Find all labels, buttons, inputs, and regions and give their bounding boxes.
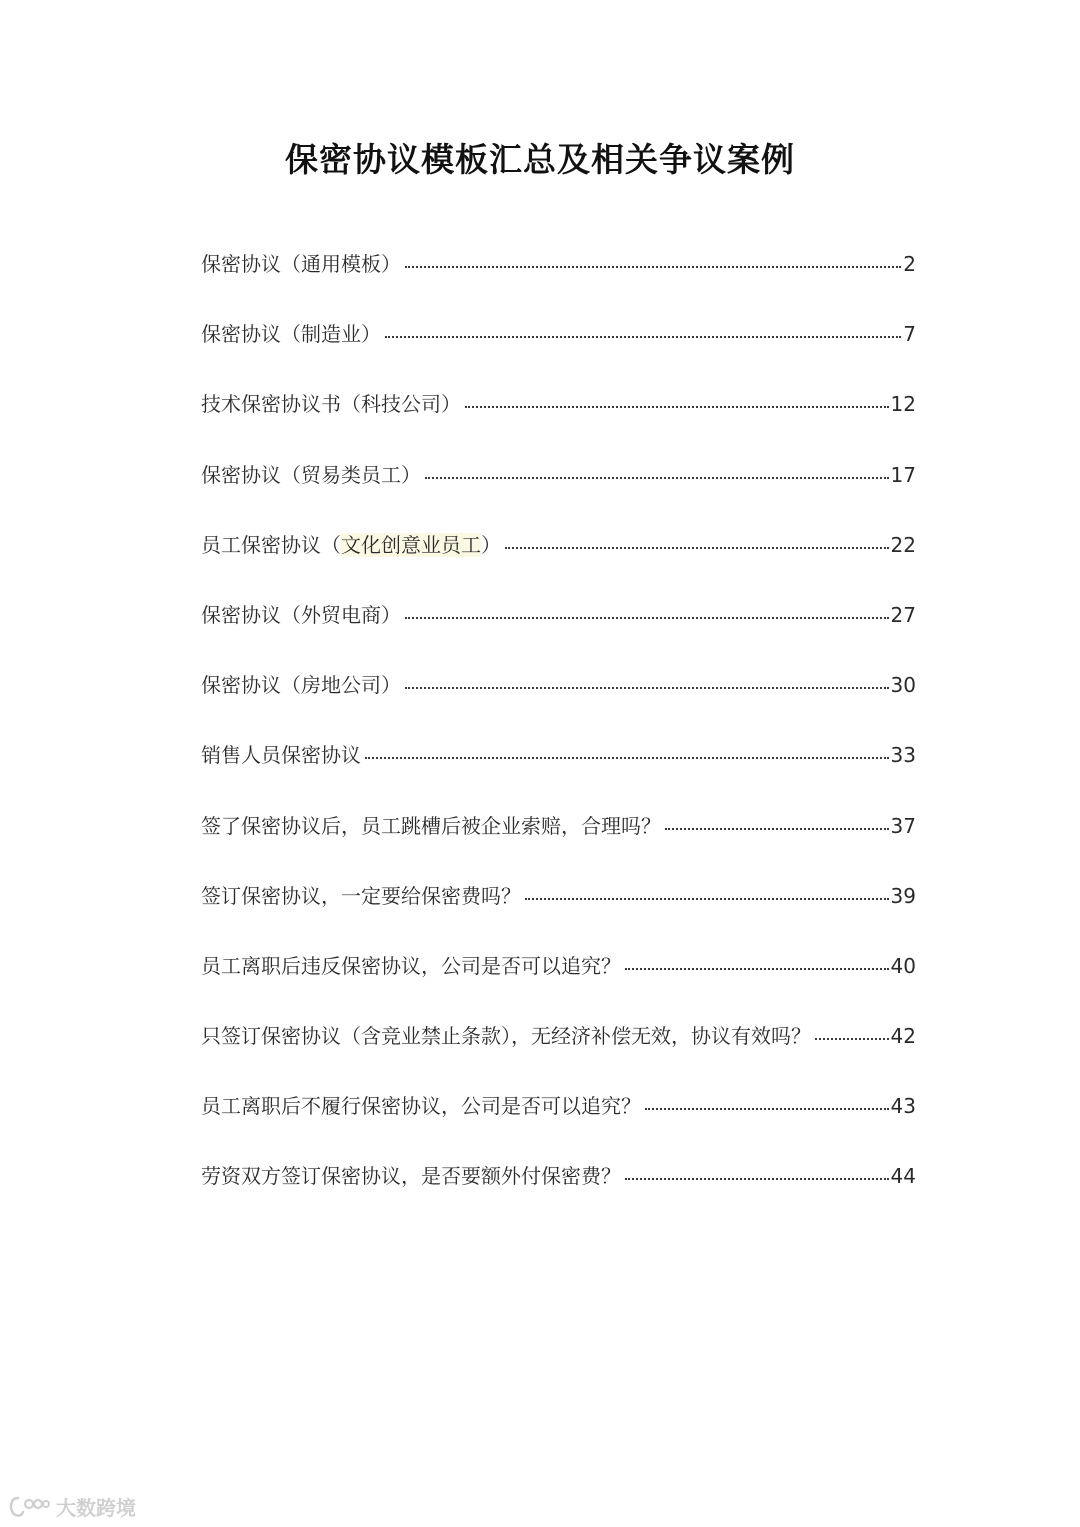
toc-page-number: 43 (890, 1094, 916, 1119)
brand-logo-icon (8, 1495, 50, 1519)
watermark (8, 1492, 136, 1521)
toc-page-number: 7 (903, 322, 916, 347)
watermark-text: 大数跨境 (56, 1496, 136, 1520)
toc-leader-dots (625, 1178, 889, 1180)
toc-page-number: 22 (890, 532, 916, 557)
toc-item[interactable] (201, 735, 916, 805)
toc-leader-dots (505, 547, 889, 549)
toc-page-number: 40 (890, 953, 916, 978)
toc-leader-dots (385, 336, 901, 338)
toc-item-label: 保密协议（房地公司） (201, 673, 401, 698)
toc-leader-dots (405, 266, 901, 268)
toc-leader-dots (365, 757, 889, 759)
toc-item[interactable] (201, 876, 916, 946)
toc-item[interactable] (201, 525, 916, 595)
toc-leader-dots (815, 1038, 889, 1040)
toc-page-number: 44 (890, 1164, 916, 1189)
toc-page-number: 12 (890, 392, 916, 417)
toc-item[interactable] (201, 244, 916, 314)
toc-item-label: 保密协议（通用模板） (201, 252, 401, 276)
toc-item[interactable] (201, 946, 916, 1016)
toc-item[interactable] (201, 806, 916, 876)
toc-item[interactable] (201, 1156, 916, 1226)
toc-item[interactable] (201, 665, 916, 735)
toc-item[interactable] (201, 595, 916, 665)
toc-page-number: 42 (890, 1024, 916, 1049)
toc-item[interactable] (201, 1016, 916, 1086)
toc-item-label: 保密协议（外贸电商） (201, 602, 401, 627)
toc-item[interactable] (201, 1086, 916, 1156)
toc-page-number: 33 (890, 743, 916, 768)
toc-leader-dots (665, 828, 889, 830)
toc-item[interactable] (201, 384, 916, 454)
toc-page-number: 2 (903, 252, 916, 276)
toc-item-label: 保密协议（制造业） (201, 322, 381, 347)
toc-leader-dots (645, 1108, 889, 1110)
toc-item[interactable] (201, 314, 916, 384)
toc-leader-dots (425, 477, 889, 479)
page-title: 保密协议模板汇总及相关争议案例 (285, 140, 795, 179)
toc-leader-dots (465, 406, 889, 408)
toc-item-label: 签订保密协议，一定要给保密费吗？ (201, 883, 521, 908)
toc-page-number: 30 (890, 673, 916, 698)
toc-leader-dots (405, 617, 889, 619)
highlighted-text: 文化创意业员工 (341, 532, 481, 557)
toc-page-number: 17 (890, 462, 916, 487)
toc-item-label: 员工离职后违反保密协议，公司是否可以追究？ (201, 953, 621, 978)
toc-item-label: 员工离职后不履行保密协议，公司是否可以追究？ (201, 1094, 641, 1119)
toc-item-label: 只签订保密协议（含竞业禁止条款），无经济补偿无效，协议有效吗？ (201, 1024, 811, 1049)
table-of-contents (201, 244, 916, 1227)
toc-page-number: 39 (890, 883, 916, 908)
toc-leader-dots (625, 968, 889, 970)
toc-leader-dots (525, 898, 889, 900)
toc-leader-dots (405, 687, 889, 689)
toc-item-label: 签了保密协议后，员工跳槽后被企业索赔，合理吗？ (201, 813, 661, 838)
toc-item-label: 技术保密协议书（科技公司） (201, 392, 461, 417)
toc-item[interactable] (201, 455, 916, 525)
toc-item-label: 员工保密协议（文化创意业员工） (201, 532, 501, 557)
toc-item-label: 保密协议（贸易类员工） (201, 462, 421, 487)
toc-item-label: 劳资双方签订保密协议，是否要额外付保密费？ (201, 1164, 621, 1189)
toc-page-number: 27 (890, 602, 916, 627)
toc-page-number: 37 (890, 813, 916, 838)
toc-item-label: 销售人员保密协议 (201, 743, 361, 768)
